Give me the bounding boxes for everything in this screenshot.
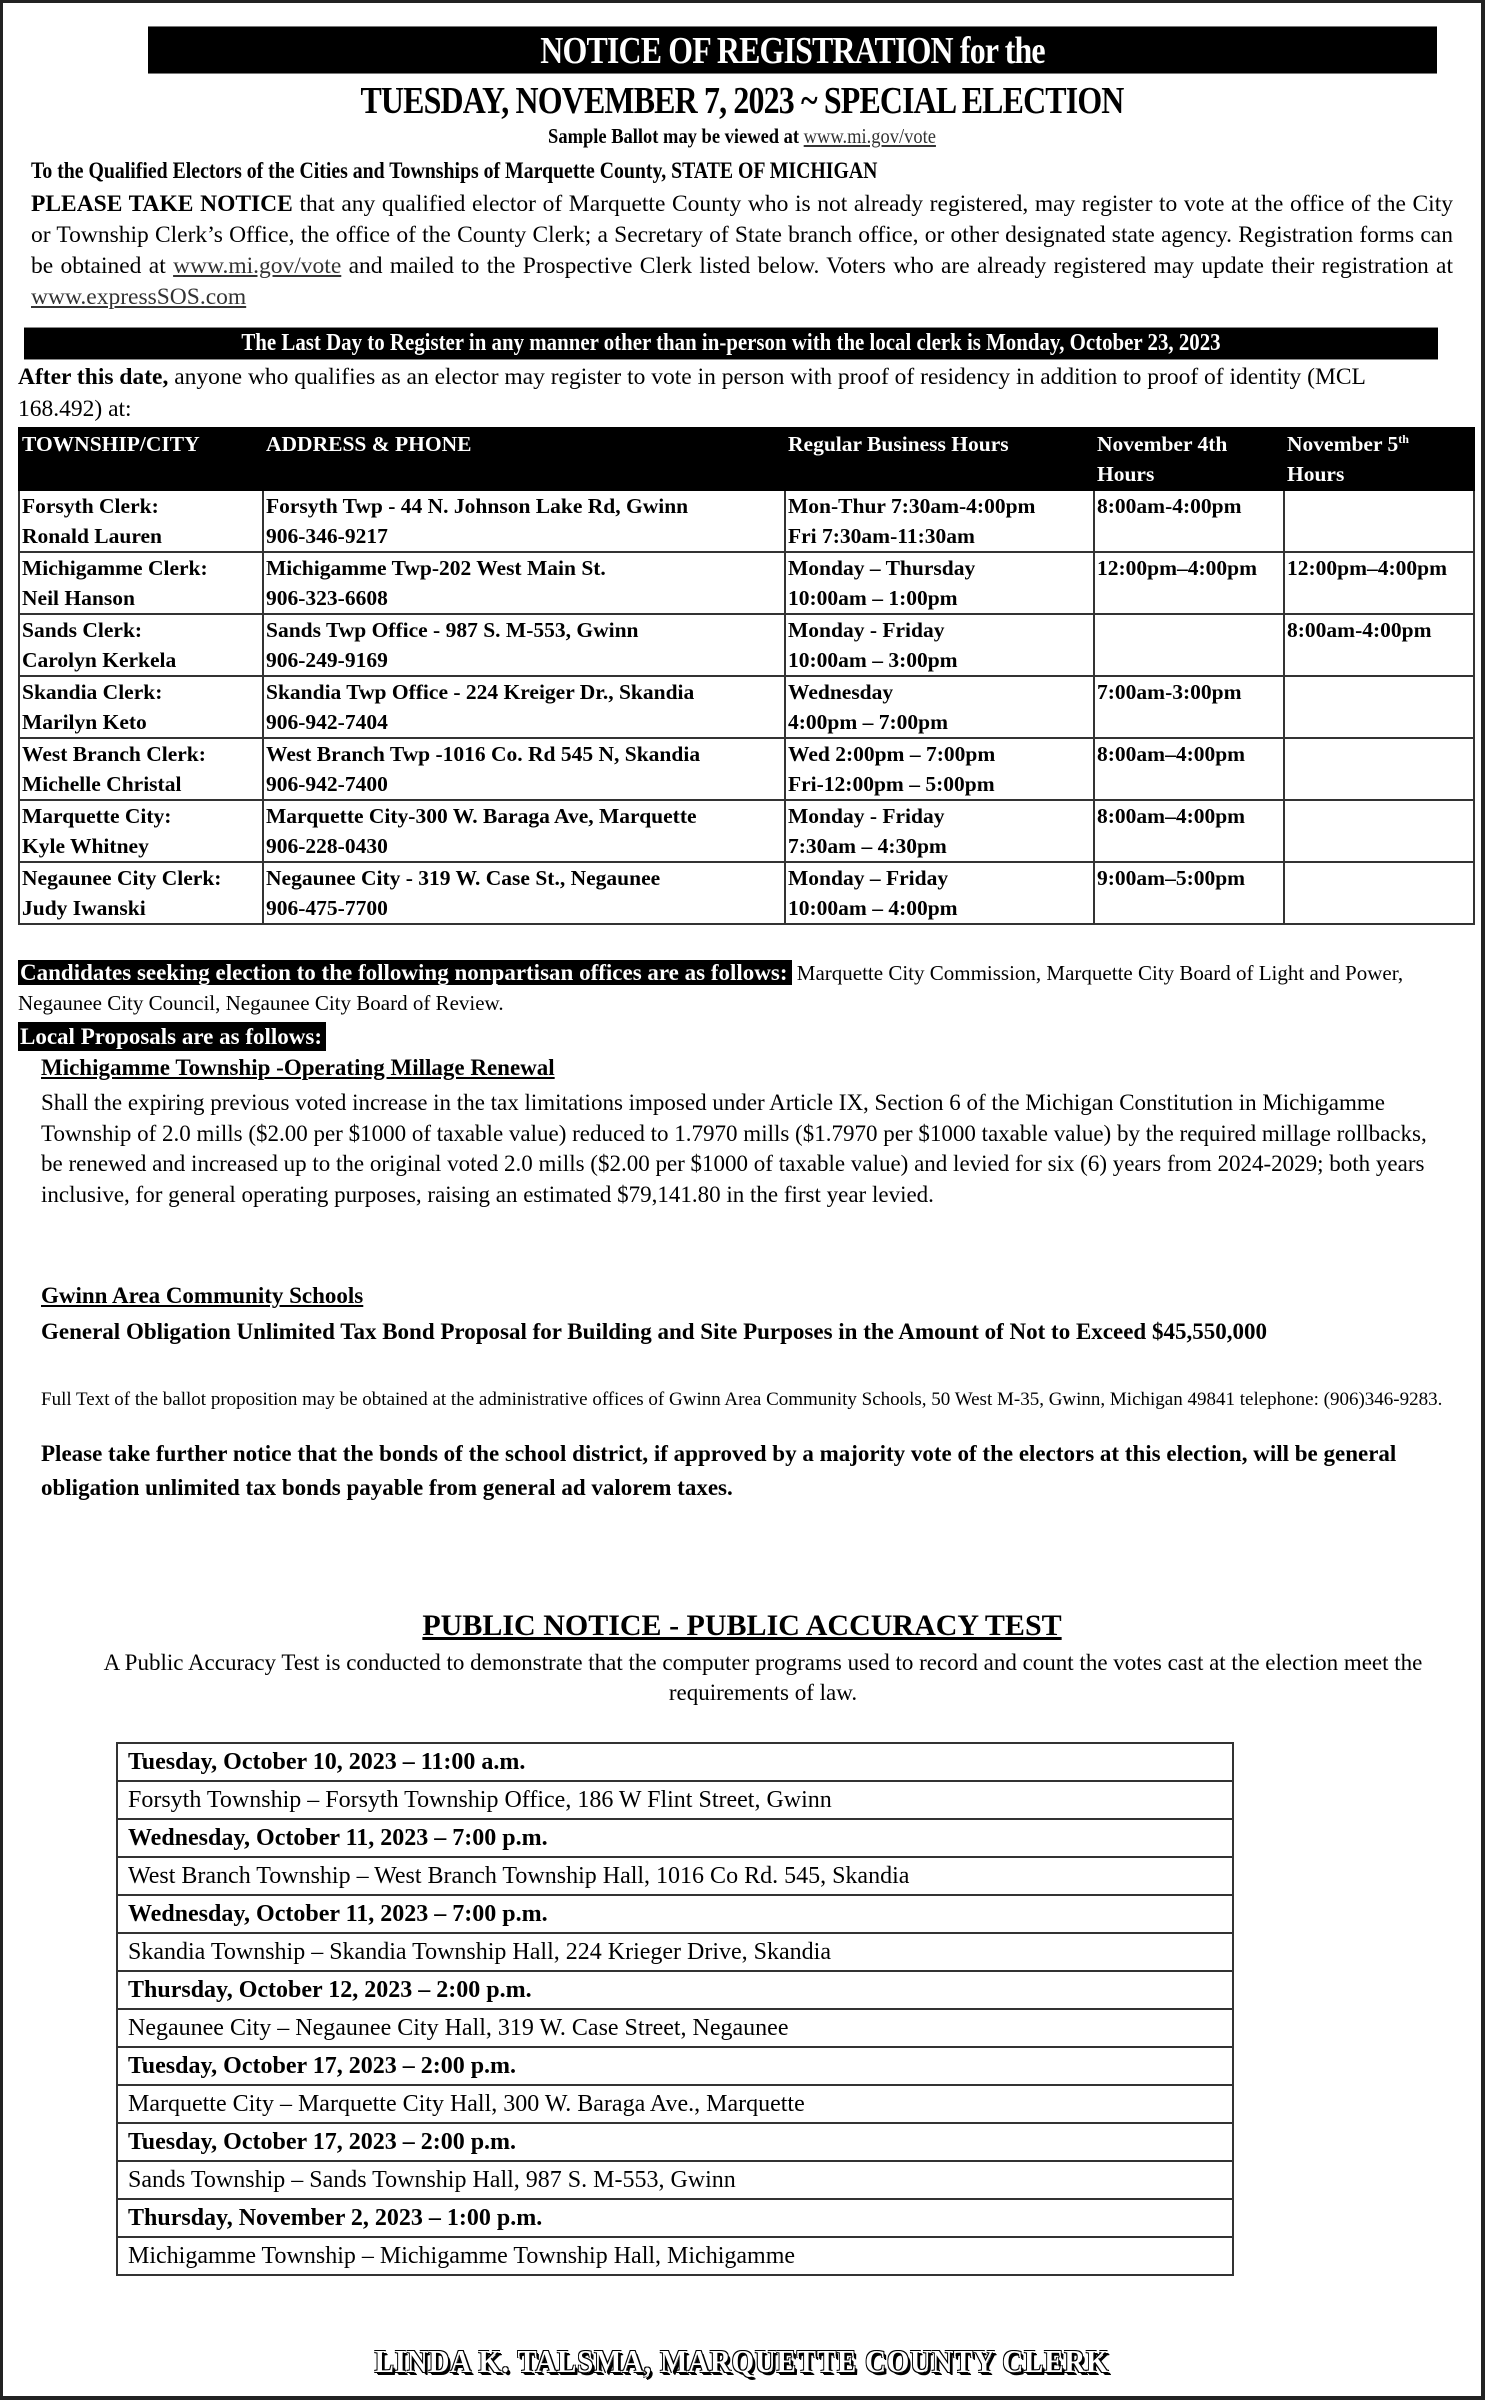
- clerk-title: Negaunee City Clerk:: [22, 866, 222, 890]
- regular-hours-cell: [785, 490, 1094, 552]
- accuracy-test-title: PUBLIC NOTICE - PUBLIC ACCURACY TEST: [422, 1609, 1062, 1642]
- registration-table: [18, 427, 1475, 925]
- col-nov5-line1: November 5: [1287, 432, 1399, 456]
- after-date-paragraph: [18, 361, 1438, 425]
- address-cell: [263, 800, 785, 862]
- hours-line1: Monday - Friday: [788, 804, 945, 828]
- session-date: Wednesday, October 11, 2023 – 7:00 p.m.: [117, 1895, 1233, 1933]
- address-cell: [263, 676, 785, 738]
- session-location-row: [117, 2085, 1233, 2123]
- hours-line2: Fri 7:30am-11:30am: [788, 524, 975, 548]
- candidates-paragraph: [18, 958, 1438, 1018]
- clerk-title: Skandia Clerk:: [22, 680, 163, 704]
- col-regular-hours: Regular Business Hours: [785, 428, 1094, 490]
- session-location: Sands Township – Sands Township Hall, 987 S. M-553, Gwinn: [117, 2161, 1233, 2199]
- registration-notice-paragraph: [31, 189, 1453, 313]
- session-date-row: [117, 1895, 1233, 1933]
- clerk-cell: [19, 800, 263, 862]
- session-location-row: [117, 1781, 1233, 1819]
- session-location: Negaunee City – Negaunee City Hall, 319 W. Case Street, Negaunee: [117, 2009, 1233, 2047]
- nov5-hours-cell: [1284, 676, 1474, 738]
- clerk-name: Ronald Lauren: [22, 524, 162, 548]
- session-date: Tuesday, October 17, 2023 – 2:00 p.m.: [117, 2047, 1233, 2085]
- notice-text-2: and mailed to the Prospective Clerk listed below. Voters who are already registered may update their registration at: [341, 253, 1454, 279]
- phone: 906-346-9217: [266, 524, 388, 548]
- address-cell: [263, 552, 785, 614]
- session-date-row: [117, 1819, 1233, 1857]
- local-proposals-label: Local Proposals are as follows:: [18, 1022, 326, 1051]
- address-cell: [263, 614, 785, 676]
- hours-line2: 10:00am – 3:00pm: [788, 648, 958, 672]
- session-date-row: [117, 2047, 1233, 2085]
- session-location-row: [117, 2161, 1233, 2199]
- table-row: [19, 800, 1474, 862]
- address: Negaunee City - 319 W. Case St., Negaunee: [266, 866, 661, 890]
- nov4-hours-cell: 8:00am–4:00pm: [1094, 800, 1284, 862]
- address-cell: [263, 490, 785, 552]
- session-date-row: [117, 2199, 1233, 2237]
- session-date-row: [117, 1743, 1233, 1781]
- hours-line1: Monday – Friday: [788, 866, 949, 890]
- proposal2-title: Gwinn Area Community Schools: [41, 1283, 364, 1308]
- hours-line2: 10:00am – 4:00pm: [788, 896, 958, 920]
- regular-hours-cell: [785, 862, 1094, 924]
- clerk-cell: [19, 676, 263, 738]
- clerk-title: Forsyth Clerk:: [22, 494, 159, 518]
- hours-line1: Monday – Thursday: [788, 556, 976, 580]
- table-row: [19, 490, 1474, 552]
- hours-line2: 10:00am – 1:00pm: [788, 586, 958, 610]
- session-date: Thursday, November 2, 2023 – 1:00 p.m.: [117, 2199, 1233, 2237]
- session-location: Skandia Township – Skandia Township Hall, 224 Krieger Drive, Skandia: [117, 1933, 1233, 1971]
- proposal1-title: Michigamme Township -Operating Millage Renewal: [41, 1055, 555, 1080]
- nov4-hours-cell: 8:00am-4:00pm: [1094, 490, 1284, 552]
- nov5-hours-cell: 8:00am-4:00pm: [1284, 614, 1474, 676]
- col-nov5-sup: th: [1398, 431, 1409, 446]
- clerk-name: Judy Iwanski: [22, 896, 146, 920]
- phone: 906-942-7400: [266, 772, 388, 796]
- session-date-row: [117, 1971, 1233, 2009]
- sample-ballot-link[interactable]: www.mi.gov/vote: [803, 124, 936, 148]
- address: Michigamme Twp-202 West Main St.: [266, 556, 606, 580]
- nov5-hours-cell: [1284, 490, 1474, 552]
- expresssos-link[interactable]: www.expressSOS.com: [31, 284, 247, 310]
- regular-hours-cell: [785, 800, 1094, 862]
- clerk-cell: [19, 490, 263, 552]
- county-clerk-signature: LINDA K. TALSMA, MARQUETTE COUNTY CLERK: [374, 2343, 1110, 2379]
- notice-text-1: that any qualified elector of Marquette County who is not already registered, may register to vote at the office of the City or Township Clerk’s Office, the office of the County Clerk; a Secretary of State branch office, or other designated state agency. Registration forms can be obtained at: [31, 191, 1453, 279]
- clerk-name: Michelle Christal: [22, 772, 182, 796]
- address: West Branch Twp -1016 Co. Rd 545 N, Skandia: [266, 742, 701, 766]
- session-date: Thursday, October 12, 2023 – 2:00 p.m.: [117, 1971, 1233, 2009]
- hours-line2: 4:00pm – 7:00pm: [788, 710, 949, 734]
- please-take-notice: PLEASE TAKE NOTICE: [31, 191, 293, 217]
- phone: 906-475-7700: [266, 896, 388, 920]
- accuracy-test-description: A Public Accuracy Test is conducted to demonstrate that the computer programs used to record and count the votes cast at the election meet the requirements of law.: [103, 1650, 1423, 1705]
- mi-gov-vote-link[interactable]: www.mi.gov/vote: [173, 253, 342, 279]
- address: Skandia Twp Office - 224 Kreiger Dr., Skandia: [266, 680, 695, 704]
- clerk-name: Marilyn Keto: [22, 710, 147, 734]
- clerk-name: Neil Hanson: [22, 586, 135, 610]
- notice-page: [3, 3, 1481, 2396]
- regular-hours-cell: [785, 738, 1094, 800]
- nov4-hours-cell: [1094, 614, 1284, 676]
- session-date: Tuesday, October 10, 2023 – 11:00 a.m.: [117, 1743, 1233, 1781]
- session-location: Marquette City – Marquette City Hall, 300 W. Baraga Ave., Marquette: [117, 2085, 1233, 2123]
- table-row: [19, 738, 1474, 800]
- col-nov4-line1: November 4th: [1097, 432, 1228, 456]
- page-title: NOTICE OF REGISTRATION for the: [540, 30, 1045, 72]
- session-location: West Branch Township – West Branch Township Hall, 1016 Co Rd. 545, Skandia: [117, 1857, 1233, 1895]
- table-row: [19, 862, 1474, 924]
- accuracy-test-heading: [3, 1609, 1481, 1643]
- session-location-row: [117, 2009, 1233, 2047]
- clerk-cell: [19, 738, 263, 800]
- nov5-hours-cell: [1284, 800, 1474, 862]
- col-address: ADDRESS & PHONE: [263, 428, 785, 490]
- clerk-cell: [19, 614, 263, 676]
- election-subtitle: TUESDAY, NOVEMBER 7, 2023 ~ SPECIAL ELECTION: [360, 80, 1124, 122]
- phone: 906-228-0430: [266, 834, 388, 858]
- addressee-line: To the Qualified Electors of the Cities and Townships of Marquette County, STATE OF MICHIGAN: [31, 158, 878, 183]
- proposal2-notice: Please take further notice that the bonds of the school district, if approved by a majority vote of the electors at this election, will be general obligation unlimited tax bonds payable from general ad valorem taxes.: [41, 1441, 1397, 1500]
- nov5-hours-cell: [1284, 738, 1474, 800]
- accuracy-test-table: [116, 1742, 1234, 2276]
- address: Marquette City-300 W. Baraga Ave, Marquette: [266, 804, 697, 828]
- after-date-text: anyone who qualifies as an elector may register to vote in person with proof of residency in addition to proof of identity (MCL 168.492) at:: [18, 364, 1366, 422]
- last-day-banner: [24, 327, 1438, 360]
- col-nov4-line2: Hours: [1097, 462, 1155, 486]
- col-township: TOWNSHIP/CITY: [19, 428, 263, 490]
- hours-line2: Fri-12:00pm – 5:00pm: [788, 772, 995, 796]
- address: Sands Twp Office - 987 S. M-553, Gwinn: [266, 618, 639, 642]
- session-date: Wednesday, October 11, 2023 – 7:00 p.m.: [117, 1819, 1233, 1857]
- clerk-title: Sands Clerk:: [22, 618, 143, 642]
- candidates-label: Candidates seeking election to the following nonpartisan offices are as follows:: [18, 960, 792, 985]
- last-day-text: The Last Day to Register in any manner other than in-person with the local clerk is Monday, October 23, 2023: [241, 330, 1221, 356]
- candidates-offices: Marquette City Commission, Marquette City Board of Light and Power, Negaunee City Council, Negaunee City Board of Review.: [18, 961, 1404, 1015]
- regular-hours-cell: [785, 552, 1094, 614]
- clerk-cell: [19, 862, 263, 924]
- regular-hours-cell: [785, 676, 1094, 738]
- proposal2-subtitle: General Obligation Unlimited Tax Bond Proposal for Building and Site Purposes in the Amount of Not to Exceed $45,550,000: [41, 1319, 1267, 1344]
- address-cell: [263, 862, 785, 924]
- hours-line2: 7:30am – 4:30pm: [788, 834, 947, 858]
- phone: 906-323-6608: [266, 586, 388, 610]
- session-location: Forsyth Township – Forsyth Township Office, 186 W Flint Street, Gwinn: [117, 1781, 1233, 1819]
- session-location: Michigamme Township – Michigamme Township Hall, Michigamme: [117, 2237, 1233, 2275]
- hours-line1: Mon-Thur 7:30am-4:00pm: [788, 494, 1036, 518]
- table-row: [19, 614, 1474, 676]
- hours-line1: Wednesday: [788, 680, 894, 704]
- regular-hours-cell: [785, 614, 1094, 676]
- clerk-title: Michigamme Clerk:: [22, 556, 208, 580]
- clerk-title: West Branch Clerk:: [22, 742, 206, 766]
- address-cell: [263, 738, 785, 800]
- nov5-hours-cell: [1284, 862, 1474, 924]
- session-date-row: [117, 2123, 1233, 2161]
- proposal1-body: Shall the expiring previous voted increase in the tax limitations imposed under Article IX, Section 6 of the Michigan Constitution in Michigamme Township of 2.0 mills ($2.00 per $1000 of taxable value) reduced to 1.7970 mills ($1.7970 per $1000 taxable value) by the required millage rollbacks, be renewed and increased up to the original voted 2.0 mills ($2.00 per $1000 of taxable value) and levied for six (6) years from 2024-2029; both years inclusive, for general operating purposes, raising an estimated $79,141.80 in the first year levied.: [41, 1090, 1427, 1207]
- session-date: Tuesday, October 17, 2023 – 2:00 p.m.: [117, 2123, 1233, 2161]
- table-row: [19, 676, 1474, 738]
- hours-line1: Wed 2:00pm – 7:00pm: [788, 742, 996, 766]
- col-nov5: [1284, 428, 1474, 490]
- nov4-hours-cell: 12:00pm–4:00pm: [1094, 552, 1284, 614]
- after-date-bold: After this date,: [18, 364, 169, 390]
- phone: 906-249-9169: [266, 648, 388, 672]
- nov4-hours-cell: 7:00am-3:00pm: [1094, 676, 1284, 738]
- col-nov4: [1094, 428, 1284, 490]
- session-location-row: [117, 1857, 1233, 1895]
- table-row: [19, 552, 1474, 614]
- proposal2-full-text: Full Text of the ballot proposition may be obtained at the administrative offices of Gwinn Area Community Schools, 50 West M-35, Gwinn, Michigan 49841 telephone: (906)346-9283.: [41, 1389, 1443, 1410]
- registration-table-header: [19, 428, 1474, 490]
- clerk-cell: [19, 552, 263, 614]
- clerk-name: Kyle Whitney: [22, 834, 149, 858]
- nov4-hours-cell: 9:00am–5:00pm: [1094, 862, 1284, 924]
- phone: 906-942-7404: [266, 710, 388, 734]
- sample-ballot-line: [92, 124, 1393, 149]
- session-location-row: [117, 1933, 1233, 1971]
- nov4-hours-cell: 8:00am–4:00pm: [1094, 738, 1284, 800]
- clerk-name: Carolyn Kerkela: [22, 648, 177, 672]
- col-nov5-line2: Hours: [1287, 462, 1345, 486]
- hours-line1: Monday - Friday: [788, 618, 945, 642]
- title-banner: [148, 26, 1437, 74]
- clerk-title: Marquette City:: [22, 804, 172, 828]
- address: Forsyth Twp - 44 N. Johnson Lake Rd, Gwinn: [266, 494, 689, 518]
- sample-ballot-text: Sample Ballot may be viewed at: [548, 124, 804, 148]
- nov5-hours-cell: 12:00pm–4:00pm: [1284, 552, 1474, 614]
- session-location-row: [117, 2237, 1233, 2275]
